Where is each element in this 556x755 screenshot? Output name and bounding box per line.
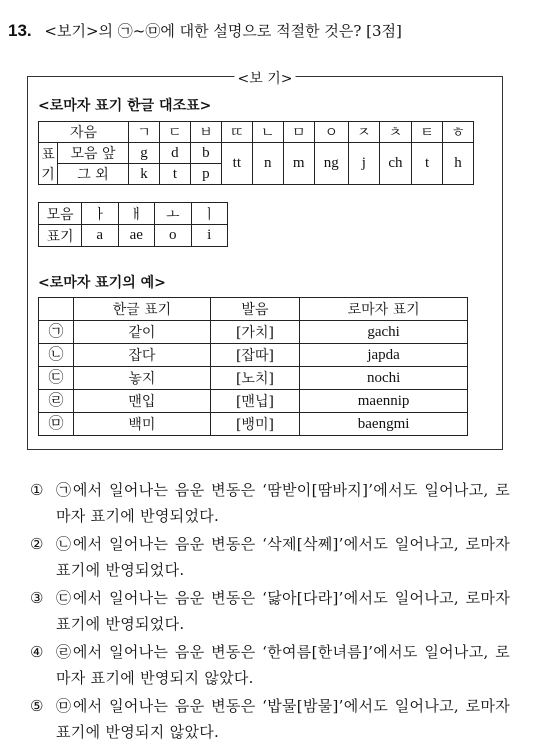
- consonant-cell: ㄸ: [221, 122, 252, 143]
- row-mark: ㉣: [39, 390, 74, 413]
- answer-choice-1[interactable]: [30, 477, 510, 529]
- other-label: 그 외: [58, 164, 129, 185]
- roman-cell: ng: [314, 143, 348, 185]
- hangul-cell: 백미: [74, 413, 211, 436]
- header-pron: 발음: [210, 298, 300, 321]
- roman-cell: i: [191, 225, 228, 247]
- vowel-roman-label: 표기: [39, 225, 82, 247]
- header-hangul: 한글 표기: [74, 298, 211, 321]
- roman-cell: a: [82, 225, 119, 247]
- examples-table-title: <로마자 표기의 예>: [38, 275, 166, 291]
- roman-cell: d: [159, 143, 190, 164]
- choice-text: ㉡에서 일어나는 음운 변동은 ‘삭제[삭쩨]’에서도 일어나고, 로마자 표기에 반영되었다.: [56, 535, 510, 579]
- answer-choice-2[interactable]: [30, 531, 510, 583]
- roman-cell: gachi: [300, 321, 468, 344]
- consonant-cell: ㄱ: [129, 122, 160, 143]
- choice-number: ③: [30, 589, 44, 607]
- choice-text: ㉣에서 일어나는 음운 변동은 ‘한여름[한녀름]’에서도 일어나고, 로마자 표기에 반영되지 않았다.: [56, 643, 510, 687]
- side-label-top: 표: [41, 146, 55, 163]
- table-row: [39, 321, 468, 344]
- roman-cell: baengmi: [300, 413, 468, 436]
- roman-cell: k: [129, 164, 160, 185]
- consonant-label: 자음: [39, 122, 129, 143]
- table-row: [39, 390, 468, 413]
- row-mark: ㉡: [39, 344, 74, 367]
- pron-cell: [노치]: [210, 367, 300, 390]
- vowel-cell: ㅗ: [155, 203, 192, 225]
- table-row: [39, 367, 468, 390]
- vowel-cell: ㅣ: [191, 203, 228, 225]
- header-roman: 로마자 표기: [300, 298, 468, 321]
- table-row: [39, 344, 468, 367]
- before-vowel-row: [39, 143, 474, 164]
- hangul-cell: 같이: [74, 321, 211, 344]
- consonant-cell: ㅌ: [412, 122, 443, 143]
- examples-table: [38, 297, 468, 436]
- roman-cell: maennip: [300, 390, 468, 413]
- choice-text: ㉢에서 일어나는 음운 변동은 ‘닳아[다라]’에서도 일어나고, 로마자 표기에 반영되었다.: [56, 589, 510, 633]
- consonant-table: [38, 121, 474, 185]
- consonant-cell: ㄴ: [252, 122, 283, 143]
- romanization-side-label: [39, 143, 58, 185]
- pron-cell: [뱅미]: [210, 413, 300, 436]
- consonant-cell: ㅊ: [379, 122, 411, 143]
- choice-number: ②: [30, 535, 44, 553]
- hangul-cell: 놓지: [74, 367, 211, 390]
- roman-cell: j: [348, 143, 379, 185]
- pron-cell: [가치]: [210, 321, 300, 344]
- roman-cell: p: [190, 164, 221, 185]
- question-number: 13.: [8, 21, 32, 40]
- pron-cell: [맨닙]: [210, 390, 300, 413]
- roman-cell: t: [159, 164, 190, 185]
- choice-number: ①: [30, 481, 44, 499]
- roman-cell: o: [155, 225, 192, 247]
- roman-cell: ae: [118, 225, 155, 247]
- choice-number: ④: [30, 643, 44, 661]
- row-mark: ㉢: [39, 367, 74, 390]
- before-vowel-label: 모음 앞: [58, 143, 129, 164]
- consonant-cell: ㅇ: [314, 122, 348, 143]
- roman-cell: nochi: [300, 367, 468, 390]
- roman-cell: h: [443, 143, 474, 185]
- romanization-table-title: <로마자 표기 한글 대조표>: [38, 98, 212, 114]
- question-text: <보기>의 ㉠~㉤에 대한 설명으로 적절한 것은? [3점]: [44, 22, 402, 40]
- consonant-cell: ㄷ: [159, 122, 190, 143]
- roman-cell: ch: [379, 143, 411, 185]
- consonant-cell: ㅂ: [190, 122, 221, 143]
- roman-cell: g: [129, 143, 160, 164]
- roman-cell: japda: [300, 344, 468, 367]
- roman-cell: b: [190, 143, 221, 164]
- answer-choices: [30, 477, 510, 747]
- choice-text: ㉠에서 일어나는 음운 변동은 ‘땀받이[땀바지]’에서도 일어나고, 로마자 표기에 반영되었다.: [56, 481, 510, 525]
- pron-cell: [잡따]: [210, 344, 300, 367]
- table-row: [39, 413, 468, 436]
- roman-cell: m: [283, 143, 314, 185]
- roman-cell: tt: [221, 143, 252, 185]
- choice-text: ㉤에서 일어나는 음운 변동은 ‘밥물[밤물]’에서도 일어나고, 로마자 표기에 반영되지 않았다.: [56, 697, 510, 741]
- bogi-title: <보 기>: [235, 68, 296, 88]
- answer-choice-5[interactable]: [30, 693, 510, 745]
- choice-number: ⑤: [30, 697, 44, 715]
- bogi-box: [27, 71, 503, 450]
- vowel-row: [39, 203, 228, 225]
- row-mark: ㉠: [39, 321, 74, 344]
- vowel-cell: ㅐ: [118, 203, 155, 225]
- row-mark: ㉤: [39, 413, 74, 436]
- consonant-cell: ㅎ: [443, 122, 474, 143]
- answer-choice-4[interactable]: [30, 639, 510, 691]
- roman-cell: t: [412, 143, 443, 185]
- blank-header-cell: [39, 298, 74, 321]
- hangul-cell: 잡다: [74, 344, 211, 367]
- question-header: [8, 20, 402, 41]
- vowel-cell: ㅏ: [82, 203, 119, 225]
- consonant-cell: ㅈ: [348, 122, 379, 143]
- hangul-cell: 맨입: [74, 390, 211, 413]
- side-label-bottom: 기: [41, 166, 55, 183]
- vowel-table: [38, 202, 228, 247]
- roman-cell: n: [252, 143, 283, 185]
- consonant-header-row: [39, 122, 474, 143]
- examples-header-row: [39, 298, 468, 321]
- vowel-label: 모음: [39, 203, 82, 225]
- answer-choice-3[interactable]: [30, 585, 510, 637]
- consonant-cell: ㅁ: [283, 122, 314, 143]
- vowel-roman-row: [39, 225, 228, 247]
